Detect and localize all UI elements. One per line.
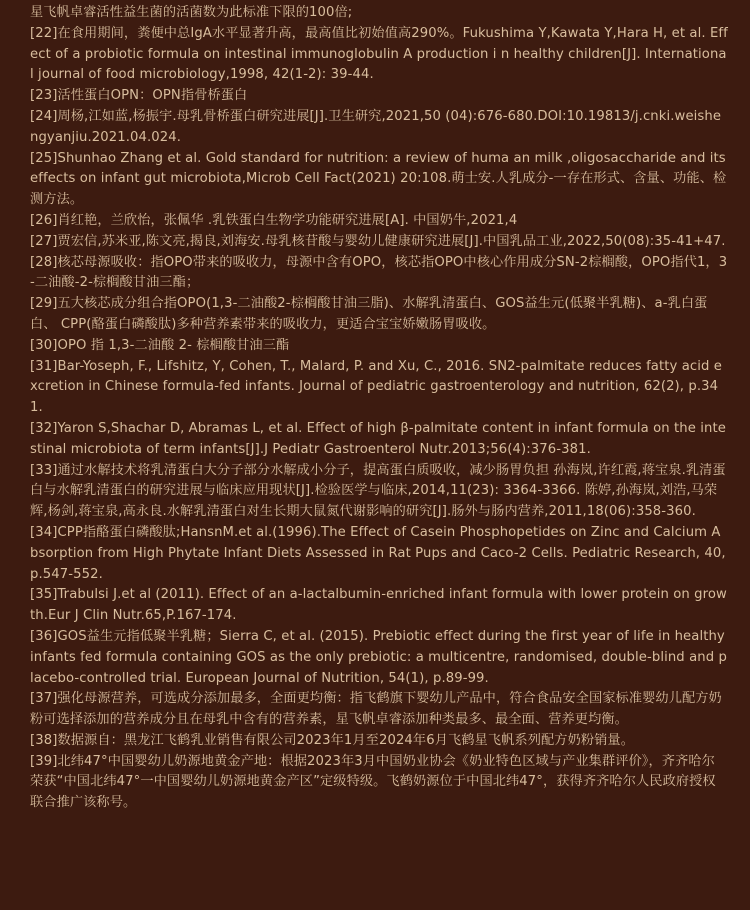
reference-item: [23]活性蛋白OPN：OPN指骨桥蛋白 — [30, 88, 248, 104]
reference-item: [37]强化母源营养，可选成分添加最多，全面更均衡：指飞鹤旗下婴幼儿产品中，符合食品安全国家标准婴幼儿配方奶粉可选择添加的营养成分且在母乳中含有的营养素，星飞帆卓睿添加种类最多、最全面、营养更均衡。 — [30, 691, 722, 728]
reference-item: [38]数据源自：黑龙江飞鹤乳业销售有限公司2023年1月至2024年6月飞鹤星飞帆系列配方奶粉销量。 — [30, 732, 635, 748]
reference-item: [31]Bar-Yoseph, F., Lifshitz, Y, Cohen, T., Malard, P. and Xu, C., 2016. SN2-palmitate reduces fatty acid excretion in Chinese formula-fed infants. Journal of pediatric gastroenterology and nutrition, 62(2), p.341. — [30, 358, 723, 416]
reference-item: [35]Trabulsi J.et al (2011). Effect of an a-lactalbumin-enriched infant formula with lower protein on growth.Eur J Clin Nutr.65,P.167-174. — [30, 587, 727, 624]
reference-item: [36]GOS益生元指低聚半乳糖；Sierra C, et al. (2015). Prebiotic effect during the first year of life in healthy infants fed formula containing GOS as the only prebiotic: a multicentre, randomised, double-blind and placebo-controlled trial. European Journal of Nutrition, 54(1), p.89-99. — [30, 628, 727, 686]
reference-item: [39]北纬47°中国婴幼儿奶源地黄金产地：根据2023年3月中国奶业协会《奶业特色区域与产业集群评价》，齐齐哈尔荣获“中国北纬47°一中国婴幼儿奶源地黄金产区”定级特级。飞鹤奶源位于中国北纬47°，获得齐齐哈尔人民政府授权联合推广该称号。 — [30, 753, 716, 811]
reference-item: [32]Yaron S,Shachar D, Abramas L, et al. Effect of high β-palmitate content in infant formula on the intestinal microbiota of term infants[J].J Pediatr Gastroenterol Nutr.2013;56(4):376-381. — [30, 420, 726, 457]
reference-item: 星飞帆卓睿活性益生菌的活菌数为此标准下限的100倍; — [30, 5, 353, 20]
reference-item: [25]Shunhao Zhang et al. Gold standard for nutrition: a review of huma an milk ,oligosaccharide and its effects on infant gut microbiota,Microb Cell Fact(2021) 20:108.萌士安.人乳成分-一存在形式、含量、功能、检测方法。 — [30, 150, 727, 208]
reference-item: [30]OPO 指 1,3-二油酸 2- 棕榈酸甘油三酯 — [30, 337, 290, 353]
reference-item: [34]CPP指酪蛋白磷酸肽;HansnM.et al.(1996).The Effect of Casein Phosphopetides on Zinc and Calcium Absorption from High Phytate Infant Diets Assessed in Rat Pups and Caco-2 Cells. Pediatric Research, 40,p.547-552. — [30, 524, 726, 582]
reference-item: [27]贾宏信,苏米亚,陈文亮,揭良,刘海安.母乳核苷酸与婴幼儿健康研究进展[J].中国乳品工业,2022,50(08):35-41+47. — [30, 233, 726, 249]
reference-item: [24]周杨,江如蓝,杨振宇.母乳骨桥蛋白研究进展[J].卫生研究,2021,50 (04):676-680.DOI:10.19813/j.cnki.weishengyanjiu.2021.04.024. — [30, 108, 722, 145]
reference-item: [33]通过水解技术将乳清蛋白大分子部分水解成小分子，提高蛋白质吸收，减少肠胃负担 孙海岚,许红霞,蒋宝泉.乳清蛋白与水解乳清蛋白的研究进展与临床应用现状[J].检验医学与临床,2014,11(23): 3364-3366. 陈婷,孙海岚,刘浩,马荣辉,杨剑,蒋宝泉,高永良.水解乳清蛋白对生长期大鼠氮代谢影响的研究[J].肠外与肠内营养,2011,18(06):358-360. — [30, 462, 726, 520]
reference-item: [28]核芯母源吸收：指OPO带来的吸收力，母源中含有OPO，核芯指OPO中核心作用成分SN-2棕榈酸，OPO指代1，3-二油酸-2-棕榈酸甘油三酯； — [30, 254, 728, 291]
reference-item: [22]在食用期间，粪便中总IgA水平显著升高，最高值比初始值高290%。Fukushima Y,Kawata Y,Hara H, et al. Effect of a probiotic formula on intestinal immunoglobulin A production i n healthy children[J]. International journal of food microbiology,1998, 42(1-2): 39-44. — [30, 25, 728, 83]
reference-list — [30, 3, 728, 814]
reference-item: [29]五大核芯成分组合指OPO(1,3-二油酸2-棕榈酸甘油三脂)、水解乳清蛋白、GOS益生元(低聚半乳糖)、a-乳白蛋白、 CPP(酪蛋白磷酸肽)多种营养素带来的吸收力，更适合宝宝娇嫩肠胃吸收。 — [30, 296, 708, 332]
reference-item: [26]肖红艳，兰欣怡，张佩华 .乳铁蛋白生物学功能研究进展[A]. 中国奶牛,2021,4 — [30, 212, 518, 228]
